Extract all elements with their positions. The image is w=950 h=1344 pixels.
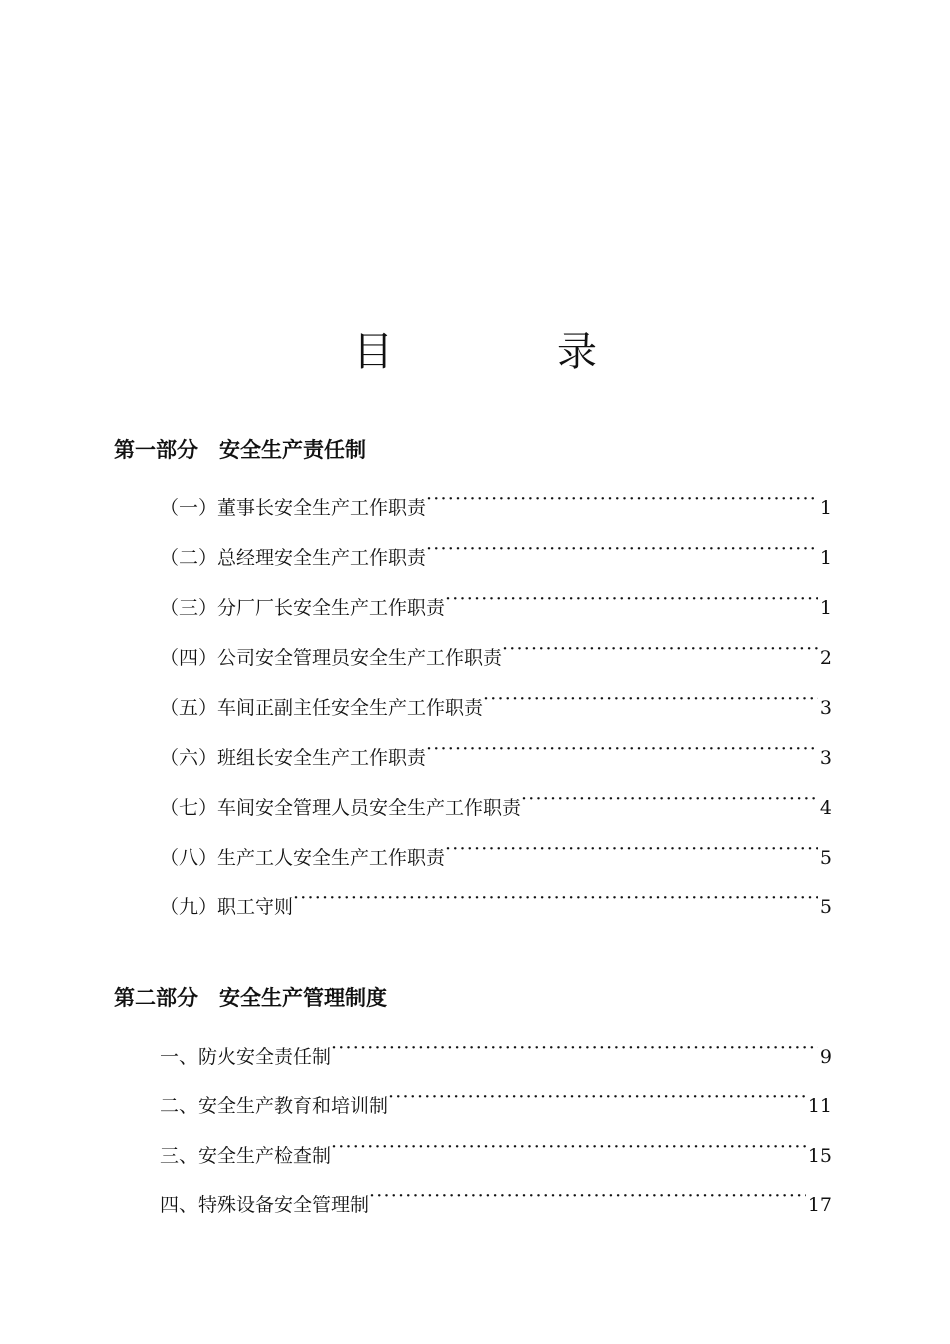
dot-leader — [502, 634, 818, 664]
toc-entry-label: 四、特殊设备安全管理制 — [160, 1194, 370, 1216]
toc-entry-label: （九）职工守则 — [160, 896, 294, 918]
toc-entry-label: （一）董事长安全生产工作职责 — [160, 497, 427, 519]
toc-entry-label: 三、安全生产检查制 — [160, 1145, 332, 1167]
dot-leader — [426, 484, 818, 514]
dot-leader — [445, 584, 818, 614]
dot-leader — [521, 784, 818, 814]
dot-leader — [293, 883, 818, 913]
toc-entry[interactable] — [160, 584, 832, 619]
toc-entry[interactable] — [160, 1082, 832, 1117]
toc-page-number: 3 — [819, 697, 832, 719]
toc-entry-label: （四）公司安全管理员安全生产工作职责 — [160, 647, 503, 669]
toc-entry-label: 二、安全生产教育和培训制 — [160, 1095, 389, 1117]
dot-leader — [388, 1082, 806, 1112]
toc-page-number: 5 — [819, 896, 832, 918]
toc-entry[interactable] — [160, 1033, 832, 1068]
toc-page-number: 1 — [819, 547, 832, 569]
toc-page-number: 15 — [807, 1145, 832, 1167]
dot-leader — [426, 734, 818, 764]
toc-entry-label: （二）总经理安全生产工作职责 — [160, 547, 427, 569]
toc-page-number: 1 — [819, 497, 832, 519]
toc-page-number: 11 — [807, 1095, 832, 1117]
toc-entry[interactable] — [160, 1132, 832, 1167]
section-heading-part-one: 第一部分 安全生产责任制 — [114, 438, 366, 462]
toc-entry[interactable] — [160, 634, 832, 669]
toc-entry-label: 一、防火安全责任制 — [160, 1046, 332, 1068]
toc-page-number: 4 — [819, 797, 832, 819]
toc-page-number: 9 — [819, 1046, 832, 1068]
toc-entry[interactable] — [160, 784, 832, 819]
section-heading-part-two: 第二部分 安全生产管理制度 — [114, 986, 387, 1010]
toc-page-number: 3 — [819, 747, 832, 769]
dot-leader — [369, 1181, 806, 1211]
dot-leader — [483, 684, 818, 714]
dot-leader — [331, 1132, 806, 1162]
toc-entry[interactable] — [160, 484, 832, 519]
dot-leader — [445, 834, 818, 864]
dot-leader — [331, 1033, 818, 1063]
toc-entry-label: （八）生产工人安全生产工作职责 — [160, 847, 446, 869]
toc-entry-label: （六）班组长安全生产工作职责 — [160, 747, 427, 769]
dot-leader — [426, 534, 818, 564]
toc-page-number: 2 — [819, 647, 832, 669]
toc-entry-label: （三）分厂厂长安全生产工作职责 — [160, 597, 446, 619]
toc-entry[interactable] — [160, 883, 832, 918]
toc-page-number: 17 — [807, 1194, 832, 1216]
toc-page-number: 1 — [819, 597, 832, 619]
toc-entry[interactable] — [160, 684, 832, 719]
toc-page-number: 5 — [819, 847, 832, 869]
toc-entry[interactable] — [160, 834, 832, 869]
toc-entry[interactable] — [160, 1181, 832, 1216]
toc-entry[interactable] — [160, 734, 832, 769]
toc-entry-label: （七）车间安全管理人员安全生产工作职责 — [160, 797, 522, 819]
page-title: 目 录 — [353, 329, 659, 375]
toc-entry-label: （五）车间正副主任安全生产工作职责 — [160, 697, 484, 719]
toc-entry[interactable] — [160, 534, 832, 569]
